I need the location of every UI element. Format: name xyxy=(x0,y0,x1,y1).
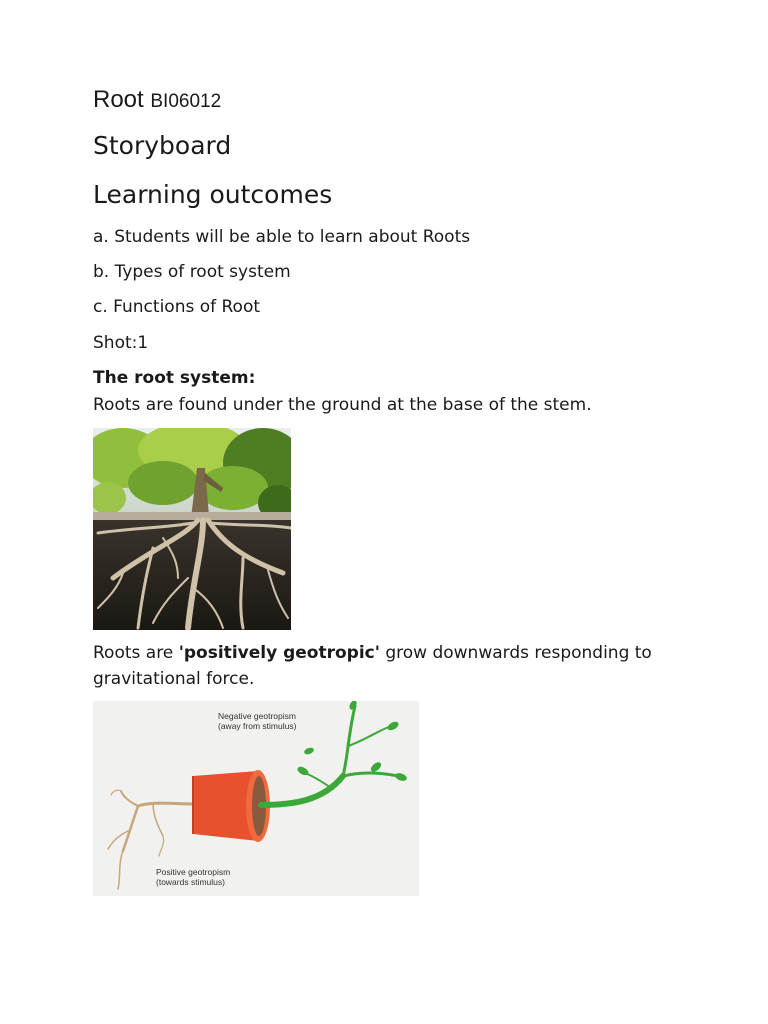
positive-geotropism-label: Positive geotropism xyxy=(156,867,231,877)
negative-geotropism-sublabel: (away from stimulus) xyxy=(218,721,297,731)
geotropic-line-2: gravitational force. xyxy=(93,669,255,689)
outcome-b: b. Types of root system xyxy=(93,262,291,282)
document-title xyxy=(93,86,221,114)
positive-geotropism-sublabel: (towards stimulus) xyxy=(156,877,225,887)
section-text: Roots are found under the ground at the base of the stem. xyxy=(93,395,592,415)
outcome-a: a. Students will be able to learn about Roots xyxy=(93,227,471,247)
tree-roots-illustration xyxy=(93,428,291,630)
shot-label: Shot:1 xyxy=(93,333,149,353)
geo-suffix: grow downwards responding to xyxy=(379,643,652,663)
title-word: Root xyxy=(93,86,144,113)
tree-roots-photo xyxy=(93,428,291,630)
negative-geotropism-label: Negative geotropism xyxy=(218,711,296,721)
geotropism-illustration xyxy=(93,701,419,896)
storyboard-heading: Storyboard xyxy=(93,131,232,160)
geo-bold-term: 'positively geotropic' xyxy=(178,643,380,663)
geo-prefix: Roots are xyxy=(93,643,179,663)
geotropic-line-1 xyxy=(93,643,652,663)
learning-outcomes-heading: Learning outcomes xyxy=(93,180,333,209)
title-code: BI06012 xyxy=(150,91,222,112)
geotropism-diagram xyxy=(93,701,419,896)
section-title: The root system: xyxy=(93,368,256,388)
outcome-c: c. Functions of Root xyxy=(93,297,261,317)
